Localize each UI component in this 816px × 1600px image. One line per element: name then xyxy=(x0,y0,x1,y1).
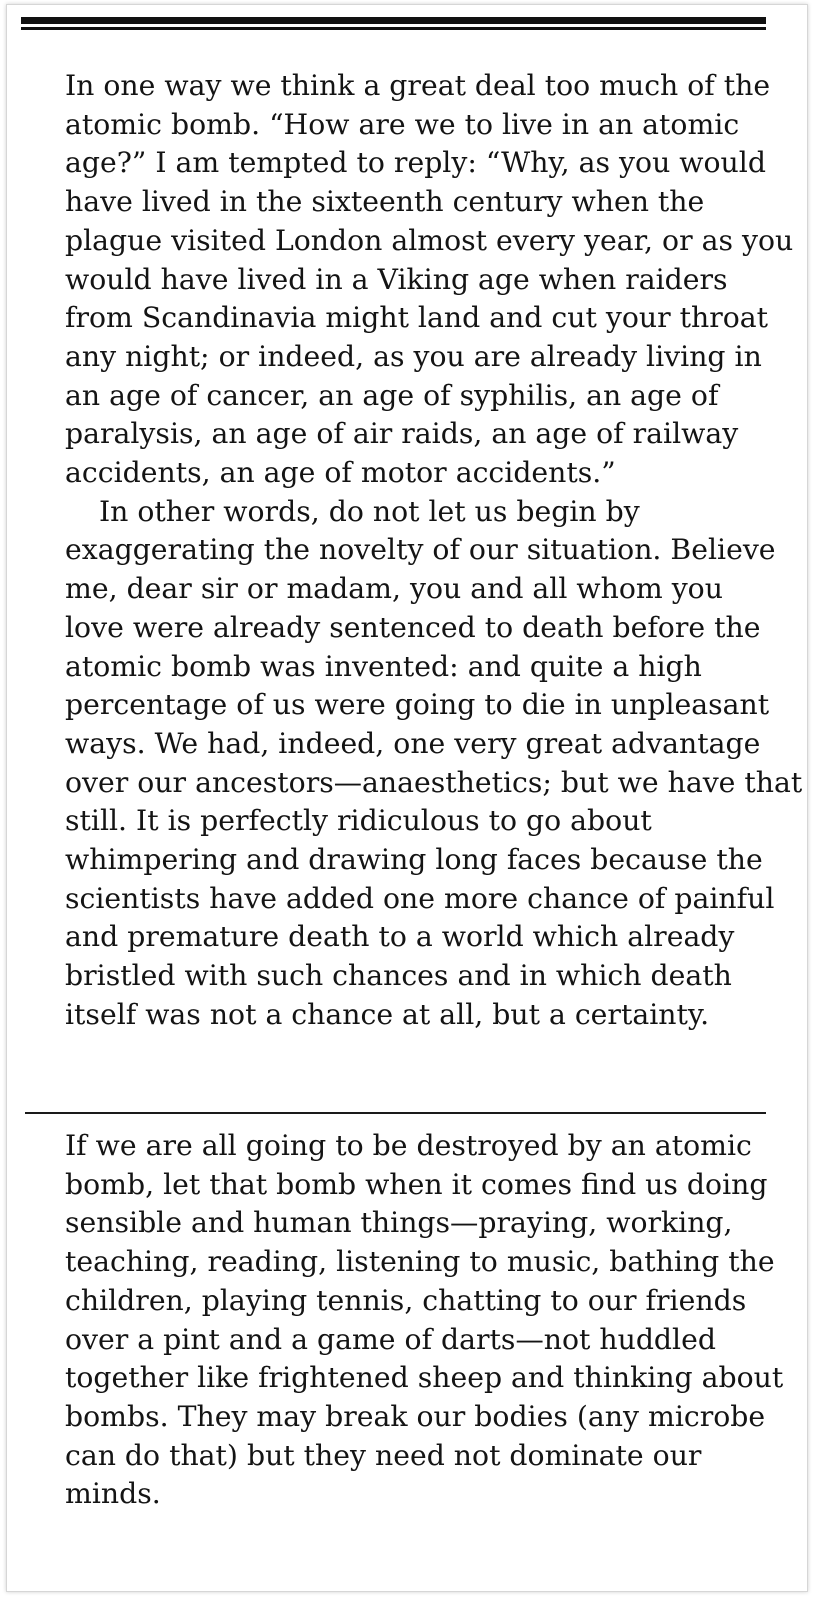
passage-2-line: If we are all going to be destroyed by an atomic xyxy=(65,1129,752,1162)
top-double-rule xyxy=(21,17,766,31)
passage-1-line: percentage of us were going to die in unpleasant xyxy=(65,688,770,722)
passage-2-line: over a pint and a game of darts—not huddled xyxy=(65,1322,716,1356)
passage-1-line: paralysis, an age of air raids, an age of railway xyxy=(65,417,739,451)
passage-2-line: sensible and human things—praying, working, xyxy=(65,1206,733,1240)
passage-2 xyxy=(65,1127,783,1514)
passage-1-line: bristled with such chances and in which death xyxy=(65,959,732,993)
passage-1-line: ways. We had, indeed, one very great advantage xyxy=(65,726,761,760)
passage-1-line: love were already sentenced to death before the xyxy=(65,610,761,644)
passage-1-line: itself was not a chance at all, but a certainty. xyxy=(65,997,710,1031)
passage-2-line: children, playing tennis, chatting to our friends xyxy=(65,1283,747,1317)
passage-1-line: would have lived in a Viking age when raiders xyxy=(65,262,728,296)
passage-2-line: teaching, reading, listening to music, bathing the xyxy=(65,1245,775,1279)
passage-1-line: plague visited London almost every year, or as you xyxy=(65,223,794,257)
passage-2-line: minds. xyxy=(65,1477,161,1511)
section-divider-rule xyxy=(25,1112,766,1114)
passage-1-line: whimpering and drawing long faces because the xyxy=(65,843,763,877)
passage-1-line: accidents, an age of motor accidents.” xyxy=(65,456,616,490)
passage-1-line: an age of cancer, an age of syphilis, an age of xyxy=(65,378,719,412)
passage-1-line: have lived in the sixteenth century when the xyxy=(65,185,705,219)
passage-1-line: from Scandinavia might land and cut your throat xyxy=(65,301,769,335)
passage-2-line: together like frightened sheep and thinking about xyxy=(65,1361,784,1395)
passage-1-line: exaggerating the novelty of our situation. Believe xyxy=(65,533,776,567)
passage-1 xyxy=(65,67,802,1035)
passage-1-line: any night; or indeed, as you are already living in xyxy=(65,339,762,373)
passage-2-line: bomb, let that bomb when it comes find us doing xyxy=(65,1167,768,1201)
passage-1-line: atomic bomb. “How are we to live in an atomic xyxy=(65,107,740,141)
passage-1-line: In one way we think a great deal too much of the xyxy=(65,69,771,102)
passage-1-line: age?” I am tempted to reply: “Why, as you would xyxy=(65,146,766,180)
top-rule-thin-bar xyxy=(21,27,766,30)
document-page xyxy=(6,4,808,1592)
passage-1-line-indented: In other words, do not let us begin by xyxy=(99,494,640,528)
passage-2-line: bombs. They may break our bodies (any microbe xyxy=(65,1399,766,1433)
top-rule-thick-bar xyxy=(21,17,766,24)
passage-1-line: me, dear sir or madam, you and all whom you xyxy=(65,572,723,606)
passage-1-line: over our ancestors—anaesthetics; but we have that xyxy=(65,765,803,799)
passage-1-line: atomic bomb was invented: and quite a high xyxy=(65,649,702,683)
passage-1-line: scientists have added one more chance of painful xyxy=(65,881,775,915)
passage-1-line: and premature death to a world which already xyxy=(65,920,735,954)
passage-1-line: still. It is perfectly ridiculous to go about xyxy=(65,804,652,838)
passage-2-line: can do that) but they need not dominate our xyxy=(65,1438,702,1472)
